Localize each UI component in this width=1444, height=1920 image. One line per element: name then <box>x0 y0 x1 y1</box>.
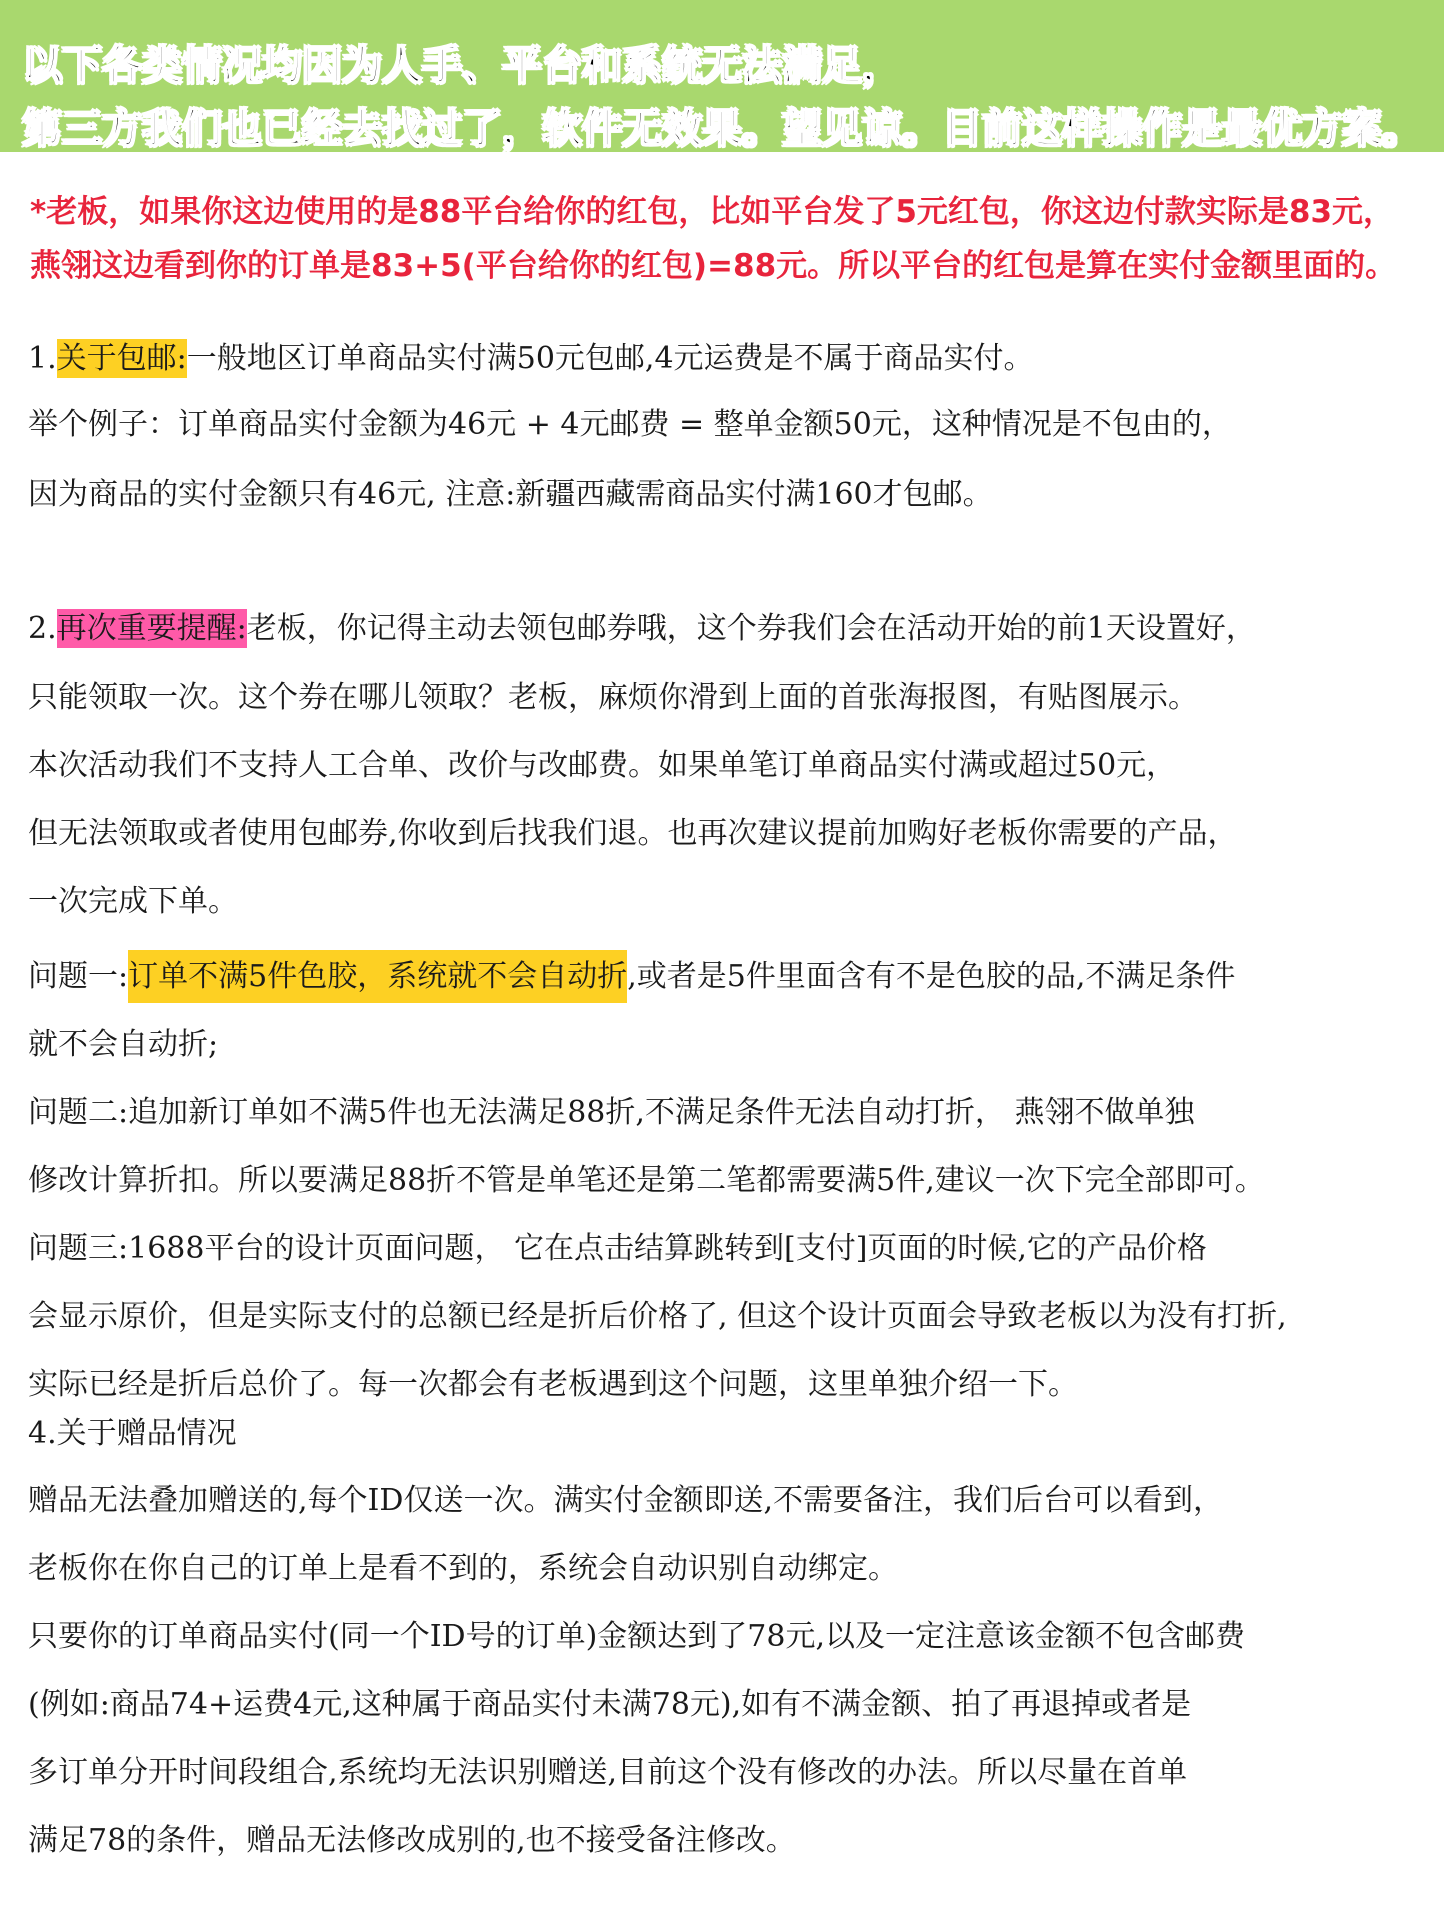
question-3-line-3: 实际已经是折后总价了。每一次都会有老板遇到这个问题，这里单独介绍一下。 <box>28 1367 1078 1402</box>
red-notice-line-2: 燕翎这边看到你的订单是83+5(平台给你的红包)=88元。所以平台的红包是算在实付金额里面的。 <box>30 248 1397 284</box>
reminder-paragraph-line-1 <box>28 607 1256 651</box>
shipping-paragraph-line-1 <box>28 337 1034 381</box>
shipping-note-line: 因为商品的实付金额只有46元, 注意:新疆西藏需商品实付满160才包邮。 <box>28 477 993 512</box>
reminder-line-5: 一次完成下单。 <box>28 884 238 919</box>
reminder-heading-highlight: 再次重要提醒: <box>56 611 247 646</box>
question-1-text: ,或者是5件里面含有不是色胶的品,不满足条件 <box>627 959 1236 994</box>
shipping-example-line: 举个例子：订单商品实付金额为46元 + 4元邮费 = 整单金额50元，这种情况是不包由的， <box>28 407 1232 442</box>
section-number: 2. <box>28 611 57 646</box>
question-3-line-2: 会显示原价，但是实际支付的总额已经是折后价格了, 但这个设计页面会导致老板以为没有打折, <box>28 1299 1287 1334</box>
gift-line-2: 老板你在你自己的订单上是看不到的，系统会自动识别自动绑定。 <box>28 1551 898 1586</box>
gift-line-6: 满足78的条件，赠品无法修改成别的,也不接受备注修改。 <box>28 1823 796 1858</box>
question-1-line-1 <box>28 955 1235 999</box>
shipping-heading-highlight: 关于包邮: <box>56 341 187 376</box>
question-3-line-1: 问题三:1688平台的设计页面问题， 它在点击结算跳转到[支付]页面的时候,它的产品价格 <box>28 1231 1207 1266</box>
gift-section-title: 4.关于赠品情况 <box>28 1416 237 1451</box>
question-1-highlight: 订单不满5件色胶，系统就不会自动折 <box>128 950 627 1003</box>
banner-title-line-2: 第三方我们也已经去找过了，软件无效果。望见谅。目前这样操作是最优方案。 <box>22 106 1422 152</box>
gift-line-3: 只要你的订单商品实付(同一个ID号的订单)金额达到了78元,以及一定注意该金额不包含邮费 <box>28 1619 1246 1654</box>
section-number: 1. <box>28 341 57 376</box>
gift-line-4: (例如:商品74+运费4元,这种属于商品实付未满78元),如有不满金额、拍了再退掉或者是 <box>28 1687 1192 1722</box>
red-notice-line-1: *老板，如果你这边使用的是88平台给你的红包，比如平台发了5元红包，你这边付款实际是83元， <box>30 194 1395 230</box>
question-1-prefix: 问题一: <box>28 959 129 994</box>
banner-title-line-1: 以下各类情况均因为人手、平台和系统无法满足， <box>22 43 902 89</box>
reminder-line-4: 但无法领取或者使用包邮券,你收到后找我们退。也再次建议提前加购好老板你需要的产品， <box>28 816 1238 851</box>
question-2-line-1: 问题二:追加新订单如不满5件也无法满足88折,不满足条件无法自动打折， 燕翎不做单独 <box>28 1095 1195 1130</box>
question-2-line-2: 修改计算折扣。所以要满足88折不管是单笔还是第二笔都需要满5件,建议一次下完全部即可。 <box>28 1163 1265 1198</box>
question-1-line-2: 就不会自动折; <box>28 1027 219 1062</box>
reminder-text: 老板，你记得主动去领包邮券哦，这个券我们会在活动开始的前1天设置好， <box>246 611 1256 646</box>
gift-line-1: 赠品无法叠加赠送的,每个ID仅送一次。满实付金额即送,不需要备注，我们后台可以看到， <box>28 1483 1223 1518</box>
header-banner <box>0 0 1444 152</box>
gift-line-5: 多订单分开时间段组合,系统均无法识别赠送,目前这个没有修改的办法。所以尽量在首单 <box>28 1755 1188 1790</box>
reminder-line-3: 本次活动我们不支持人工合单、改价与改邮费。如果单笔订单商品实付满或超过50元， <box>28 748 1177 783</box>
reminder-line-2: 只能领取一次。这个券在哪儿领取？老板，麻烦你滑到上面的首张海报图，有贴图展示。 <box>28 680 1198 715</box>
shipping-rule-text: 一般地区订单商品实付满50元包邮,4元运费是不属于商品实付。 <box>186 341 1034 376</box>
